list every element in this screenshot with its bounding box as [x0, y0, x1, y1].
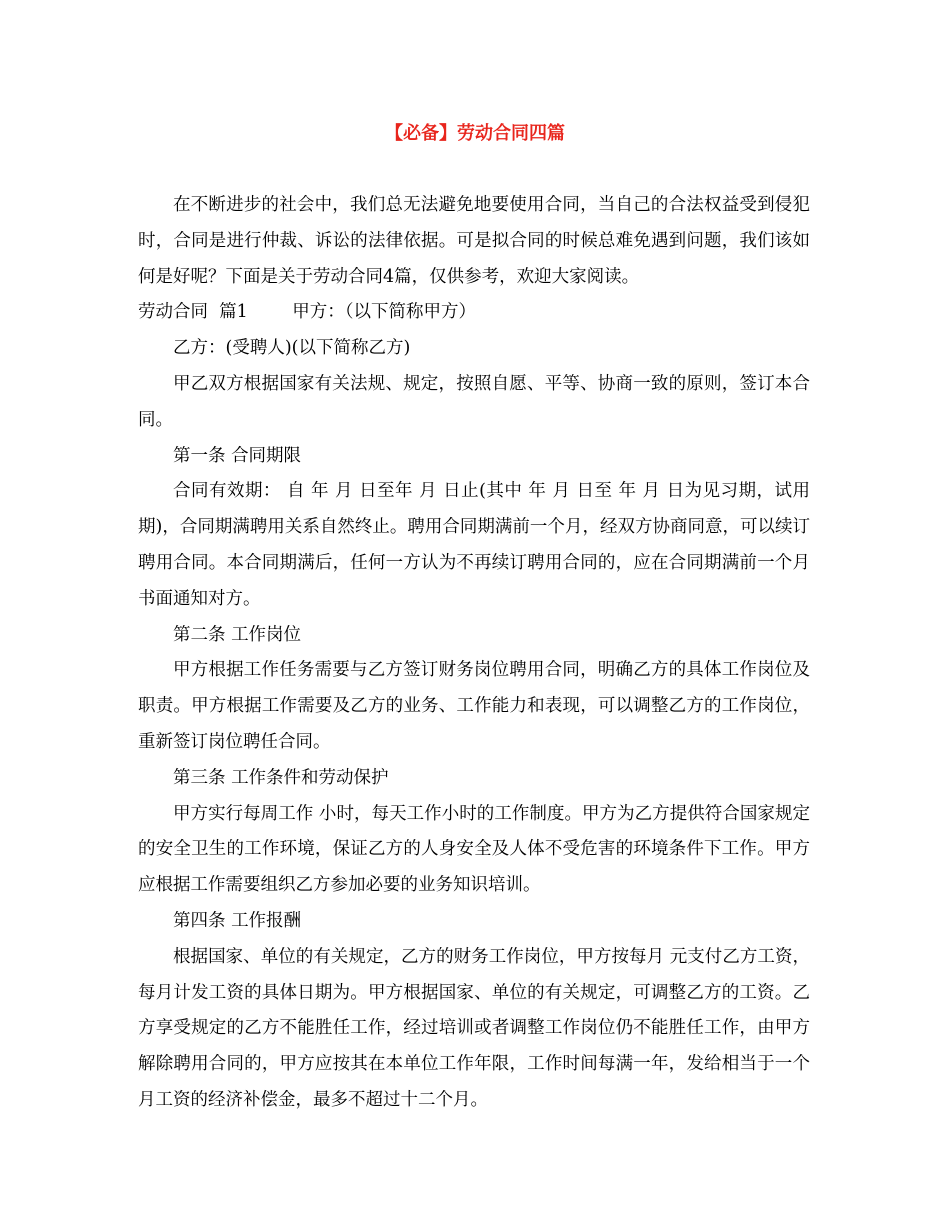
article-2-body: 甲方根据工作任务需要与乙方签订财务岗位聘用合同，明确乙方的具体工作岗位及职责。甲方根据工作需要及乙方的业务、工作能力和表现，可以调整乙方的工作岗位，重新签订岗位聘任合同。: [138, 660, 810, 752]
article-4-title: 第四条 工作报酬: [173, 910, 302, 931]
article-3-body: 甲方实行每周工作 小时，每天工作小时的工作制度。甲方为乙方提供符合国家规定的安全卫生的工作环境，保证乙方的人身安全及人体不受危害的环境条件下工作。甲方应根据工作需要组织乙方参加必要的业务知识培训。: [138, 803, 810, 896]
document-body: [138, 188, 810, 1119]
contract-heading: 劳动合同 篇1 甲方：（以下简称甲方）: [138, 302, 477, 323]
article-3-title: 第三条 工作条件和劳动保护: [173, 767, 389, 788]
article-4-body: 根据国家、单位的有关规定，乙方的财务工作岗位，甲方按每月 元支付乙方工资，每月计发工资的具体日期为。甲方根据国家、单位的有关规定，可调整乙方的工资。乙方享受规定的乙方不能胜任工作，经过培训或者调整工作岗位仍不能胜任工作，由甲方解除聘用合同的，甲方应按其在本单位工作年限，工作时间每满一年，发给相当于一个月工资的经济补偿金，最多不超过十二个月。: [138, 946, 810, 1110]
article-2-title: 第二条 工作岗位: [173, 624, 302, 645]
party-b-line: 乙方：(受聘人)(以下简称乙方): [173, 338, 411, 359]
preamble-paragraph: 甲乙双方根据国家有关法规、规定，按照自愿、平等、协商一致的原则，签订本合同。: [138, 373, 810, 430]
document-title: 【必备】劳动合同四篇: [385, 123, 565, 144]
intro-paragraph: 在不断进步的社会中，我们总无法避免地要使用合同，当自己的合法权益受到侵犯时，合同是进行仲裁、诉讼的法律依据。可是拟合同的时候总难免遇到问题，我们该如何是好呢？下面是关于劳动合同4篇，仅供参考，欢迎大家阅读。: [138, 195, 810, 287]
article-1-body: 合同有效期： 自 年 月 日至年 月 日止(其中 年 月 日至 年 月 日为见习期，试用期)，合同期满聘用关系自然终止。聘用合同期满前一个月，经双方协商同意，可以续订聘用合同。本合同期满后，任何一方认为不再续订聘用合同的，应在合同期满前一个月书面通知对方。: [138, 481, 810, 609]
article-1-title: 第一条 合同期限: [173, 445, 302, 466]
